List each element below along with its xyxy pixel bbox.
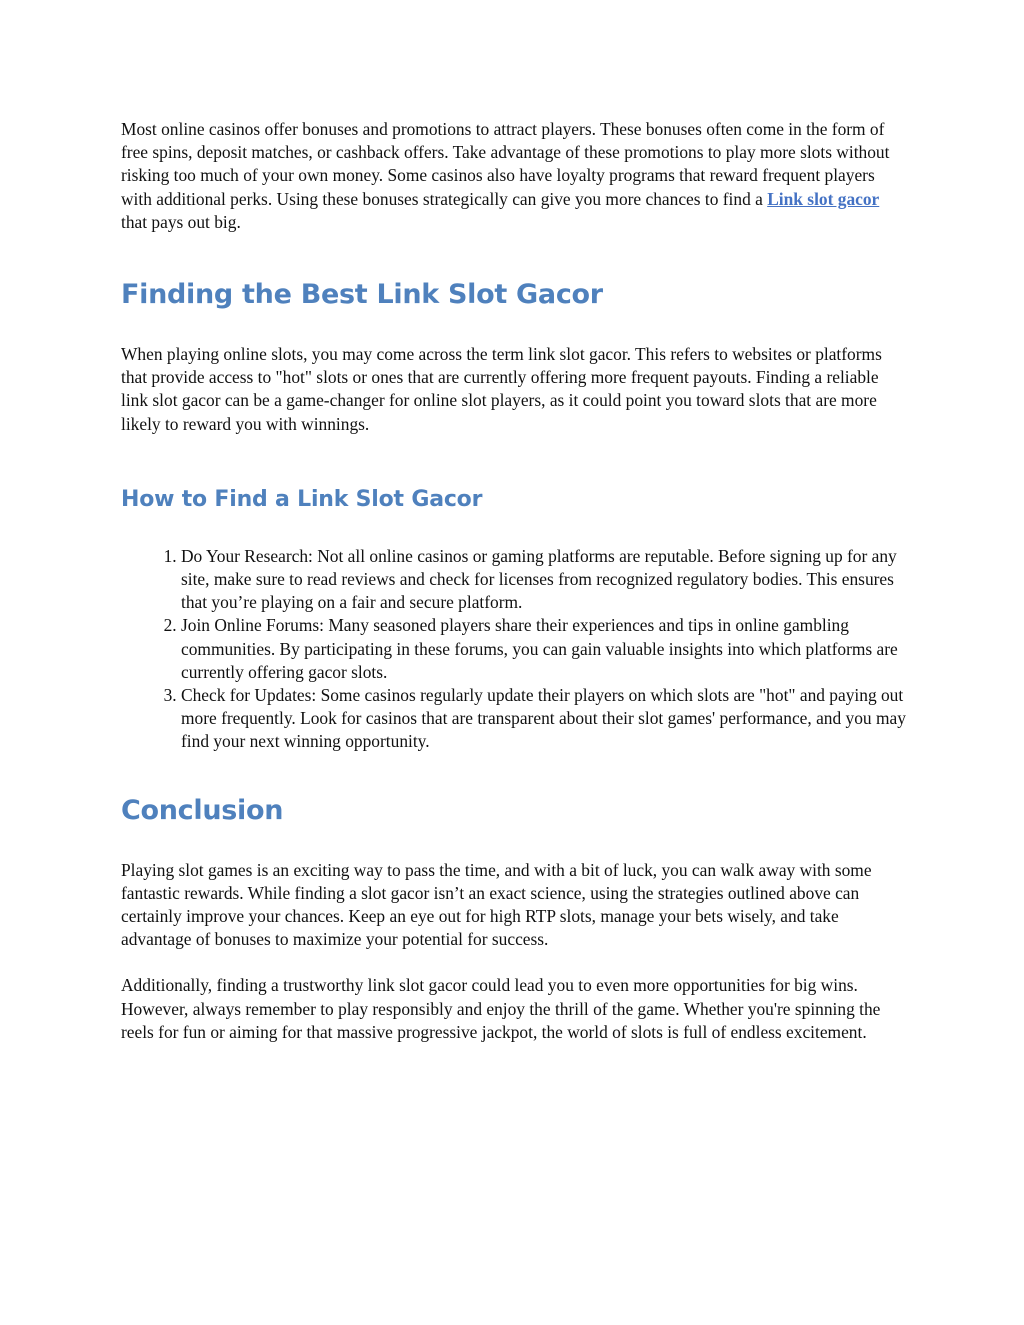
document-page (121, 118, 906, 1044)
finding-heading: Finding the Best Link Slot Gacor (121, 279, 603, 311)
list-item: 2. Join Online Forums: Many seasoned players share their experiences and tips in online gambling communities. By participating in these forums, you can gain valuable insights into which platforms are currently offering gacor slots. (181, 614, 906, 684)
finding-paragraph: When playing online slots, you may come across the term link slot gacor. This refers to websites or platforms that provide access to "hot" slots or ones that are currently offering more frequent payouts. Finding a reliable link slot gacor can be a game-changer for online slot players, as it could point you toward slots that are more likely to reward you with winnings. (121, 344, 882, 434)
intro-text-after-link: that pays out big. (121, 211, 241, 232)
howto-heading: How to Find a Link Slot Gacor (121, 486, 483, 512)
list-item: 1. Do Your Research: Not all online casinos or gaming platforms are reputable. Before signing up for any site, make sure to read reviews and check for licenses from recognized regulatory bodies. This ensures that you’re playing on a fair and secure platform. (181, 545, 906, 615)
conclusion-paragraph-1: Playing slot games is an exciting way to pass the time, and with a bit of luck, you can walk away with some fantastic rewards. While finding a slot gacor isn’t an exact science, using the strategies outlined above can certainly improve your chances. Keep an eye out for high RTP slots, manage your bets wisely, and take advantage of bonuses to maximize your potential for success. (121, 859, 872, 950)
link-slot-gacor-link[interactable]: Link slot gacor (767, 188, 880, 209)
conclusion-heading: Conclusion (121, 794, 284, 826)
intro-paragraph (121, 118, 906, 234)
howto-steps-list (121, 545, 906, 754)
intro-text-before-link: Most online casinos offer bonuses and promotions to attract players. These bonuses often come in the form of free spins, deposit matches, or cashback offers. Take advantage of these promotions to play more slots without risking too much of your own money. Some casinos also have loyalty programs that reward frequent players with additional perks. Using these bonuses strategically can give you more chances to find a (121, 119, 890, 209)
conclusion-paragraph-2: Additionally, finding a trustworthy link slot gacor could lead you to even more opportunities for big wins. However, always remember to play responsibly and enjoy the thrill of the game. Whether you're spinning the reels for fun or aiming for that massive progressive jackpot, the world of slots is full of endless excitement. (121, 975, 881, 1042)
list-item: 3. Check for Updates: Some casinos regularly update their players on which slots are "hot" and paying out more frequently. Look for casinos that are transparent about their slot games' performance, and you may find your next winning opportunity. (181, 684, 906, 754)
